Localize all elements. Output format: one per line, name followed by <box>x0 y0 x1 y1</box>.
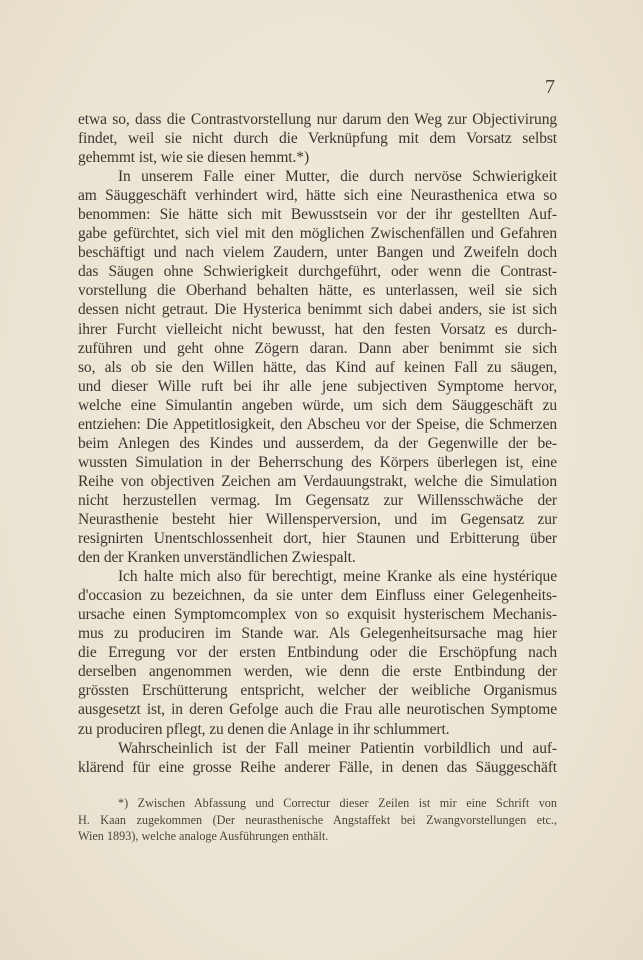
text-line: das Säugen ohne Schwierigkeit durchgeführt, oder wenn die Contrast- <box>78 263 557 281</box>
page-number: 7 <box>545 76 555 98</box>
text-line: wussten Simulation in der Beherrschung des Körpers überlegen ist, eine <box>78 453 557 471</box>
text-line: benommen: Sie hätte sich mit Bewusstsein vor der ihr gestellten Auf- <box>78 206 557 224</box>
text-line: zu produciren pflegt, zu denen die Anlage in ihr schlummert. <box>78 720 450 738</box>
text-line: klärend für eine grosse Reihe anderer Fälle, in denen das Säuggeschäft <box>78 758 557 776</box>
text-line: zuführen und geht ohne Zögern daran. Dann aber benimmt sie sich <box>78 339 557 357</box>
text-line: Neurasthenie besteht hier Willensperversion, und im Gegensatz zur <box>78 510 557 528</box>
text-line: nicht herzustellen vermag. Im Gegensatz zur Willensschwäche der <box>78 491 557 509</box>
footnote-line: Wien 1893), welche analoge Ausführungen enthält. <box>78 829 329 843</box>
text-line: entziehen: Die Appetitlosigkeit, den Abscheu vor der Speise, die Schmerzen <box>78 415 557 433</box>
text-line: vorstellung die Oberhand behalten hätte, es unterlassen, weil sie sich <box>78 282 557 300</box>
body-text <box>78 110 557 777</box>
text-line: beim Anlegen des Kindes und ausserdem, da der Gegenwille der be- <box>78 434 557 452</box>
text-line: beschäftigt und nach vielem Zaudern, unter Bangen und Zweifeln doch <box>78 244 557 262</box>
text-line: den der Kranken unverständlichen Zwiespalt. <box>78 549 356 567</box>
text-line: ursache einen Symptomcomplex von so exquisit hysterischem Mechanis- <box>78 606 557 624</box>
text-line: dessen nicht getraut. Die Hysterica benimmt sich dabei anders, sie ist sich <box>78 301 557 319</box>
footnote-line: H. Kaan zugekommen (Der neurasthenische Angstaffekt bei Zwangvorstellungen etc., <box>78 812 557 827</box>
footnote <box>78 795 557 845</box>
text-line: gabe gefürchtet, sich viel mit den möglichen Zwischenfällen und Gefahren <box>78 225 557 243</box>
text-line: am Säuggeschäft verhindert wird, hätte sich eine Neurasthenica etwa so <box>78 187 557 205</box>
text-line: so, als ob sie den Willen hätte, das Kind auf keinen Fall zu säugen, <box>78 358 557 376</box>
text-line: derselben angenommen werden, wie denn die erste Entbindung der <box>78 663 557 681</box>
text-line: findet, weil sie nicht durch die Verknüpfung mit dem Vorsatz selbst <box>78 130 557 148</box>
text-line: etwa so, dass die Contrastvorstellung nur darum den Weg zur Objectivirung <box>78 111 557 128</box>
text-line: Ich halte mich also für berechtigt, meine Kranke als eine hystérique <box>118 568 557 586</box>
text-line: d'occasion zu bezeichnen, da sie unter dem Einfluss einer Gelegenheits- <box>78 587 557 605</box>
text-line: ihrer Furcht vielleicht nicht bewusst, hat den festen Vorsatz es durch- <box>78 320 557 338</box>
text-line: welche eine Simulantin angeben würde, um sich dem Säuggeschäft zu <box>78 396 557 414</box>
text-line: die Erregung vor der ersten Entbindung oder die Erschöpfung nach <box>78 644 557 662</box>
text-line: ausgesetzt ist, in deren Gefolge auch die Frau alle neurotischen Symptome <box>78 701 557 719</box>
text-line: gehemmt ist, wie sie diesen hemmt.*) <box>78 149 310 167</box>
text-line: resignirten Unentschlossenheit dort, hier Staunen und Erbitterung über <box>78 530 557 548</box>
text-line: In unserem Falle einer Mutter, die durch nervöse Schwierigkeit <box>118 168 557 186</box>
text-line: und dieser Wille ruft bei ihr alle jene subjectiven Symptome hervor, <box>78 377 557 395</box>
text-line: mus zu produciren im Stande war. Als Gelegenheitsursache mag hier <box>78 625 557 643</box>
text-line: grössten Erschütterung entspricht, welcher der weibliche Organismus <box>78 682 557 700</box>
text-line: Reihe von objectiven Zeichen am Verdauungstrakt, welche die Simulation <box>78 472 557 490</box>
text-line: Wahrscheinlich ist der Fall meiner Patientin vorbildlich und auf- <box>118 739 557 757</box>
footnote-line: *) Zwischen Abfassung und Correctur dieser Zeilen ist mir eine Schrift von <box>118 796 557 810</box>
